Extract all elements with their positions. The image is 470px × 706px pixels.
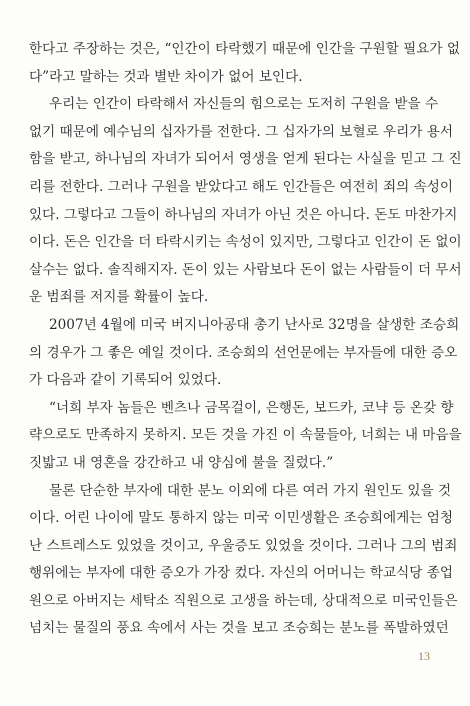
text-line: 의 경우가 그 좋은 예일 것이다. 조승희의 선언문에는 부자들에 대한 증오 — [29, 344, 458, 361]
text-line: 살수는 없다. 솔직해지자. 돈이 있는 사람보다 돈이 없는 사람들이 더 무서 — [29, 261, 462, 278]
text-line: 리를 전한다. 그러나 구원을 받았다고 해도 인간들은 여전히 죄의 속성이 — [29, 178, 454, 195]
text-line: 행위에는 부자에 대한 증오가 가장 컸다. 자신의 어머니는 학교식당 종업 — [29, 565, 454, 582]
quote-line: 략으로도 만족하지 못하지. 모든 것을 가진 이 속물들아, 너희는 내 마음을 — [29, 427, 462, 444]
text-line: 난 스트레스도 있었을 것이고, 우울증도 있었을 것이다. 그러나 그의 범죄 — [29, 537, 458, 554]
text-line: 이다. 어린 나이에 말도 통하지 않는 미국 이민생활은 조승희에게는 엄청 — [29, 510, 454, 527]
paragraph-start-line: 우리는 인간이 타락해서 자신들의 힘으로는 도저히 구원을 받을 수 — [49, 96, 439, 113]
body-text — [29, 36, 462, 643]
paragraph-start-line: 2007년 4월에 미국 버지니아공대 총기 난사로 32명을 살생한 조승희 — [49, 316, 460, 333]
text-line: 원으로 아버지는 세탁소 직원으로 고생을 하는데, 상대적으로 미국인들은 — [29, 592, 458, 609]
text-line: 없기 때문에 예수님의 십자가를 전한다. 그 십자가의 보혈로 우리가 용서 — [29, 123, 454, 140]
quote-line: 짓밟고 내 영혼을 강간하고 내 양심에 불을 질렀다.” — [29, 454, 334, 471]
text-line: 함을 받고, 하나님의 자녀가 되어서 영생을 얻게 된다는 사실을 믿고 그 진 — [29, 151, 462, 168]
paragraph-start-line: 물론 단순한 부자에 대한 분노 이외에 다른 여러 가지 원인도 있을 것 — [49, 482, 452, 499]
text-line: 운 범죄를 저지를 확률이 높다. — [29, 289, 209, 306]
text-line: 있다. 그렇다고 그들이 하나님의 자녀가 아닌 것은 아니다. 돈도 마찬가지 — [29, 206, 458, 223]
text-line: 한다고 주장하는 것은, “인간이 타락했기 때문에 인간을 구원할 필요가 없 — [29, 41, 460, 57]
text-line: 넘치는 물질의 풍요 속에서 사는 것을 보고 조승희는 분노를 폭발하였던 — [29, 620, 449, 637]
text-line: 다”라고 말하는 것과 별반 차이가 없어 보인다. — [29, 68, 303, 85]
text-line: 이다. 돈은 인간을 더 타락시키는 속성이 있지만, 그렇다고 인간이 돈 없이 — [29, 234, 462, 251]
quote-line: “너희 부자 놈들은 벤츠나 금목걸이, 은행돈, 보드카, 코냑 등 온갖 향 — [49, 399, 454, 416]
page-number: 13 — [418, 649, 430, 663]
text-line: 가 다음과 같이 기록되어 있었다. — [29, 372, 222, 389]
